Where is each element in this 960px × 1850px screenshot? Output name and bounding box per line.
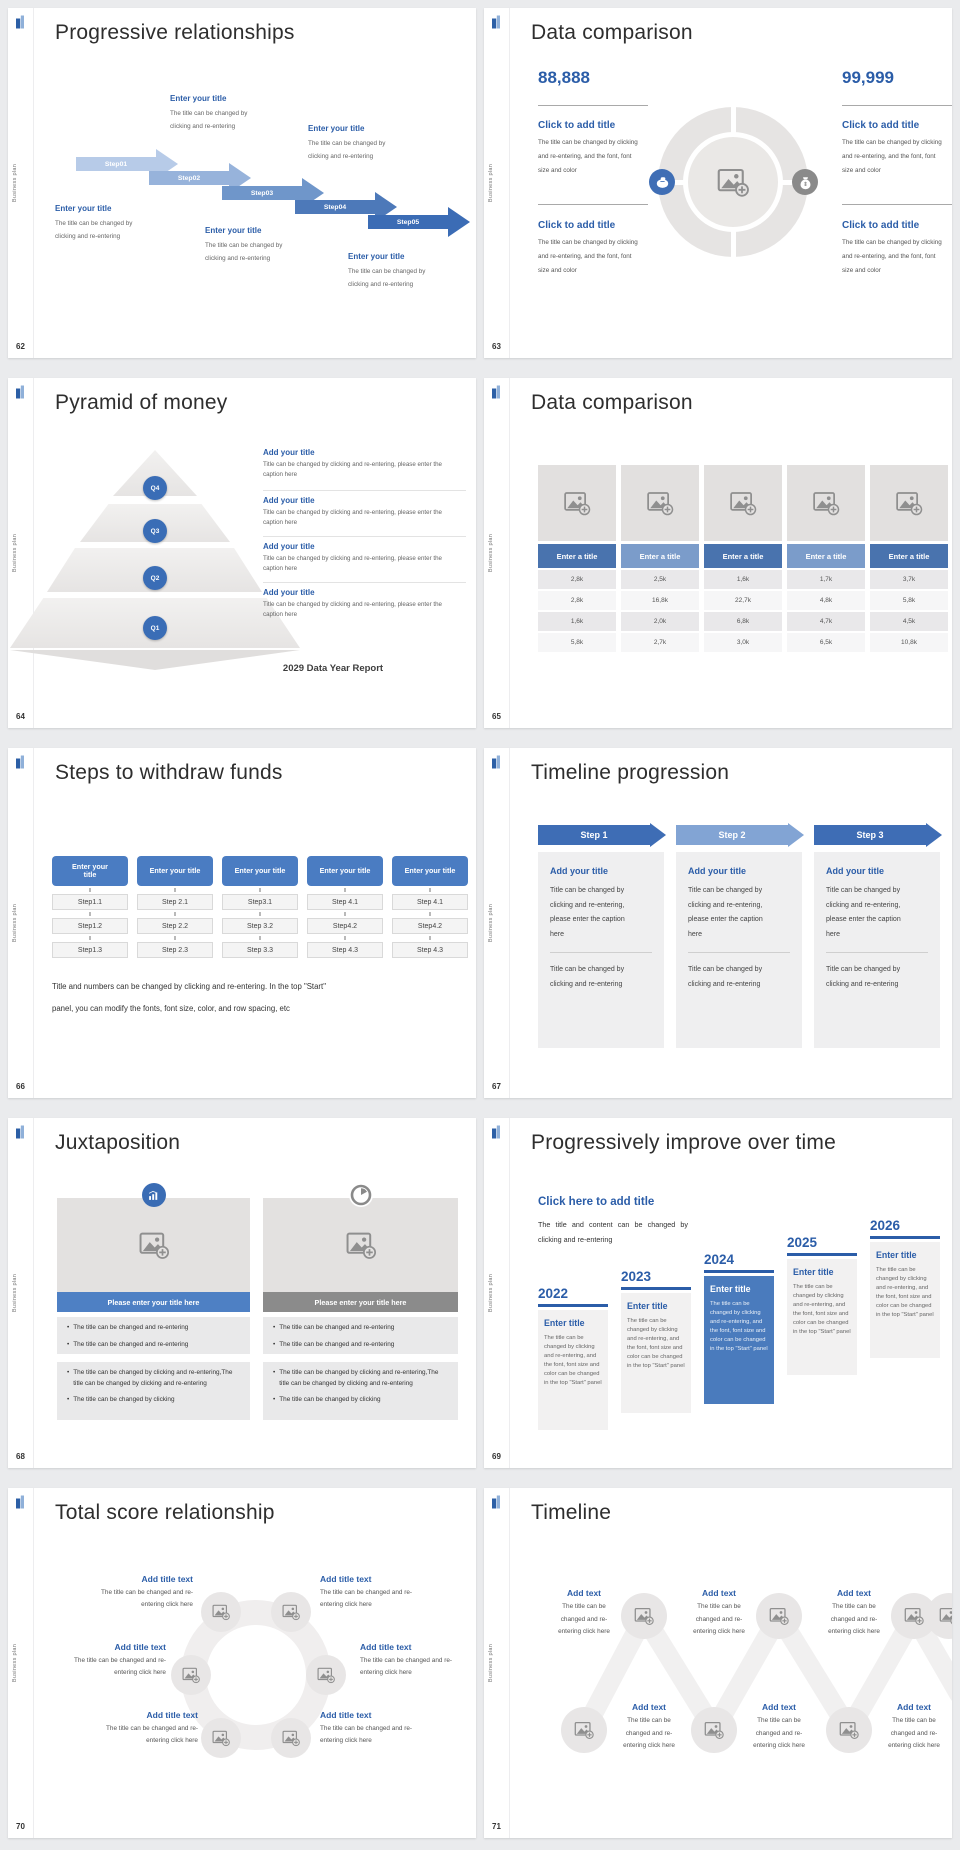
item-body: The title can be changed by clicking and re-entering, and the font, font size and color [842, 239, 942, 274]
slide-number: 63 [492, 342, 501, 351]
image-node [171, 1655, 211, 1695]
tier-badge-q2: Q2 [143, 566, 167, 590]
note-line-2: panel, you can modify the fonts, font size, color, and row spacing, etc [52, 1004, 290, 1013]
step-box: Step 4.1 [392, 894, 468, 910]
year-underline [621, 1287, 691, 1290]
column-header: Enter your title [52, 856, 128, 886]
step-box: Step1.2 [52, 918, 128, 934]
slide-number: 71 [492, 1822, 501, 1831]
table-cell: 10,8k [870, 633, 948, 652]
bullet-list: • The title can be changed and re-entering • The title can be changed and re-entering [57, 1317, 250, 1354]
slide-sidebar [484, 8, 510, 358]
stat-value-left: 88,888 [538, 68, 590, 87]
connector-tick [344, 936, 346, 940]
image-placeholder [704, 465, 782, 541]
table-cell: 6,5k [787, 633, 865, 652]
clock-badge [349, 1183, 373, 1207]
connector-tick [89, 888, 91, 892]
item-text: Add title text The title can be changed and re-entering click here [101, 1574, 194, 1608]
slide-number: 67 [492, 1082, 501, 1091]
step-arrow-5 [368, 207, 470, 237]
slide-69-thumbnail[interactable] [484, 1118, 952, 1468]
table-cell: 4,8k [787, 591, 865, 610]
image-node [271, 1592, 311, 1632]
sidebar-vertical-label: Business plan [488, 1273, 494, 1313]
slide-sidebar [8, 378, 34, 728]
divider [538, 204, 648, 205]
step-column-5 [392, 856, 468, 958]
step-label: Step02 [177, 174, 201, 182]
slide-sidebar [484, 1488, 510, 1838]
connector-tick [174, 888, 176, 892]
connector-tick [174, 936, 176, 940]
table-header: Enter a title [538, 544, 616, 568]
slide-number: 70 [16, 1822, 25, 1831]
step-box: Step 2.3 [137, 942, 213, 958]
sidebar-vertical-label: Business plan [488, 1643, 494, 1683]
step-box: Step 4.3 [392, 942, 468, 958]
column-header: Enter your title [392, 856, 468, 886]
table-cell: 4,7k [787, 612, 865, 631]
sidebar-vertical-label: Business plan [12, 903, 18, 943]
bullet-icon: • [273, 1324, 276, 1331]
slide-number: 65 [492, 712, 501, 721]
text-block: Enter your title The title can be changed by clicking and re-entering [205, 226, 283, 262]
year-underline [538, 1304, 608, 1307]
year-underline [870, 1236, 940, 1239]
bar-chart-badge [142, 1183, 166, 1207]
table-cell: 2,7k [621, 633, 699, 652]
logo-icon [15, 755, 25, 769]
logo-icon [491, 1495, 501, 1509]
image-placeholder-icon [573, 1719, 595, 1741]
connector-tick [344, 912, 346, 916]
image-placeholder [621, 465, 699, 541]
step-panel-1: Add your title Title can be changed by clicking and re-entering, please enter the caption here Title can be changed by clicking and re-entering [538, 852, 664, 1048]
connector-tick [344, 888, 346, 892]
slide-sidebar [484, 748, 510, 1098]
slide-sidebar [8, 8, 34, 358]
year-column-2025: 2025 Enter title The title can be changed by clicking and re-entering, and the font, font size and color can be changed in the top "Start" panel [787, 1235, 857, 1375]
step-banner-3: Step 3 [814, 823, 942, 847]
image-node [306, 1655, 346, 1695]
item-text: Add text The title can be changed and re-entering click here [888, 1702, 940, 1749]
table-cell: 2,8k [538, 591, 616, 610]
slide-62-thumbnail[interactable] [8, 8, 476, 358]
logo-icon [15, 1495, 25, 1509]
bar-chart-icon [146, 1188, 161, 1203]
panel-banner: Please enter your title here [57, 1292, 250, 1312]
table-cell: 1,6k [704, 570, 782, 589]
logo-icon [491, 1125, 501, 1139]
item-text: Add title text The title can be changed and re-entering click here [74, 1642, 167, 1676]
year-column-2022: 2022 Enter title The title can be changed by clicking and re-entering, and the font, font size and color can be changed in the top "Start" panel [538, 1286, 608, 1430]
slide-title: Timeline progression [531, 761, 730, 784]
image-placeholder-icon [211, 1602, 231, 1622]
table-cell: 5,8k [870, 591, 948, 610]
connector-tick [259, 888, 261, 892]
year-column-2023: 2023 Enter title The title can be changed by clicking and re-entering, and the font, font size and color can be changed in the top "Start" panel [621, 1269, 691, 1413]
step-box: Step 2.1 [137, 894, 213, 910]
bullet-icon: • [273, 1396, 276, 1403]
image-placeholder-icon [211, 1728, 231, 1748]
arrow-head-icon [926, 823, 942, 847]
bullet-icon: • [67, 1396, 70, 1403]
sidebar-vertical-label: Business plan [488, 163, 494, 203]
bullet-list: • The title can be changed by clicking and re-entering,The title can be changed by clicking and re-entering • The title can be changed by clicking [263, 1362, 458, 1420]
slide-sidebar [8, 1118, 34, 1468]
sidebar-vertical-label: Business plan [12, 1273, 18, 1313]
step-box: Step3.1 [222, 894, 298, 910]
panel-banner: Please enter your title here [263, 1292, 458, 1312]
connector-tick [89, 912, 91, 916]
item-title: Click to add title [538, 120, 616, 131]
item-text: Add text The title can be changed and re-entering click here [558, 1588, 610, 1635]
image-placeholder-icon [703, 1719, 725, 1741]
table-cell: 2,0k [621, 612, 699, 631]
logo-icon [15, 15, 25, 29]
bullet-icon: • [67, 1369, 70, 1376]
image-placeholder [870, 465, 948, 541]
stat-value-right: 99,999 [842, 68, 894, 87]
step-label: Step01 [104, 160, 128, 168]
sidebar-vertical-label: Business plan [488, 533, 494, 573]
slide-title: Timeline [531, 1501, 612, 1524]
sidebar-vertical-label: Business plan [12, 1643, 18, 1683]
logo-icon [491, 15, 501, 29]
table-cell: 3,7k [870, 570, 948, 589]
slide-68-thumbnail[interactable] [8, 1118, 476, 1468]
divider [263, 582, 466, 583]
table-header: Enter a title [621, 544, 699, 568]
bullet-icon: • [273, 1340, 276, 1348]
logo-icon [15, 385, 25, 399]
image-placeholder-icon [281, 1602, 301, 1622]
image-placeholder [538, 465, 616, 541]
bullet-icon: • [67, 1340, 70, 1348]
step-box: Step1.3 [52, 942, 128, 958]
image-row [538, 465, 948, 541]
table-cell: 2,5k [621, 570, 699, 589]
item-text: Add text The title can be changed and re-entering click here [828, 1588, 880, 1635]
piggy-bank-badge [649, 169, 675, 195]
image-placeholder-icon [633, 1605, 655, 1627]
image-placeholder-icon [344, 1228, 378, 1262]
slide-sidebar [484, 378, 510, 728]
sidebar-vertical-label: Business plan [488, 903, 494, 943]
year-column-2026: 2026 Enter title The title can be changed by clicking and re-entering, and the font, font size and color can be changed in the top "Start" panel [870, 1218, 940, 1358]
image-node [201, 1718, 241, 1758]
slide-title: Steps to withdraw funds [55, 761, 283, 784]
table-cell: 16,8k [621, 591, 699, 610]
connector-tick [89, 936, 91, 940]
image-placeholder [787, 465, 865, 541]
step-box: Step4.2 [307, 918, 383, 934]
slide-64-thumbnail[interactable] [8, 378, 476, 728]
image-placeholder-icon [768, 1605, 790, 1627]
pyramid-item: Add your title Title can be changed by clicking and re-entering, please enter the caption here [263, 496, 442, 526]
slide-number: 66 [16, 1082, 25, 1091]
step-label: Step05 [396, 218, 420, 226]
step-box: Step 3.2 [222, 918, 298, 934]
step-column-2 [137, 856, 213, 958]
connector-tick [259, 936, 261, 940]
table-header: Enter a title [870, 544, 948, 568]
sidebar-vertical-label: Business plan [12, 533, 18, 573]
text-block: Enter your title The title can be changed by clicking and re-entering [348, 252, 426, 288]
step-box: Step 4.3 [307, 942, 383, 958]
step-banner-2: Step 2 [676, 823, 804, 847]
image-placeholder-icon [811, 488, 841, 518]
slide-67-thumbnail[interactable] [484, 748, 952, 1098]
column-header: Enter your title [222, 856, 298, 886]
image-placeholder-icon [903, 1605, 925, 1627]
step-column-1 [52, 856, 128, 958]
slide-66-thumbnail[interactable] [8, 748, 476, 1098]
piggy-bank-icon [654, 174, 671, 191]
subtitle: Click here to add title [538, 1196, 655, 1208]
image-placeholder-icon [938, 1605, 952, 1627]
image-placeholder-icon [137, 1228, 171, 1262]
item-text: Add text The title can be changed and re-entering click here [623, 1702, 675, 1749]
slide-title: Data comparison [531, 21, 693, 44]
connector-tick [174, 912, 176, 916]
text-block: Enter your title The title can be changed by clicking and re-entering [308, 124, 386, 160]
money-bag-icon [797, 174, 814, 191]
logo-icon [491, 755, 501, 769]
slide-63-thumbnail[interactable] [484, 8, 952, 358]
report-footer: 2029 Data Year Report [282, 663, 384, 674]
slide-70-thumbnail[interactable] [8, 1488, 476, 1838]
image-placeholder [57, 1198, 250, 1292]
logo-icon [15, 1125, 25, 1139]
table-cell: 1,6k [538, 612, 616, 631]
table-cell: 3,0k [704, 633, 782, 652]
step-box: Step 2.2 [137, 918, 213, 934]
arrow-head-icon [788, 823, 804, 847]
item-text: Add text The title can be changed and re-entering click here [753, 1702, 805, 1749]
table-cell: 6,8k [704, 612, 782, 631]
item-title: Click to add title [842, 120, 920, 131]
step-label: Step03 [250, 189, 274, 197]
compare-panel-left [57, 1118, 250, 1468]
tier-badge-q1: Q1 [143, 616, 167, 640]
step-box: Step 3.3 [222, 942, 298, 958]
sidebar-vertical-label: Business plan [12, 163, 18, 203]
item-body: The title can be changed by clicking and re-entering, and the font, font size and color [842, 139, 942, 174]
subtitle-body: The title and content can be changed by clicking and re-entering [538, 1220, 688, 1244]
year-column-2024: 2024 Enter title The title can be changed by clicking and re-entering, and the font, font size and color can be changed in the top "Start" panel [704, 1252, 774, 1404]
divider [826, 952, 928, 953]
bullet-list: • The title can be changed and re-entering • The title can be changed and re-entering [263, 1317, 458, 1354]
arrow-head-icon [650, 823, 666, 847]
item-title: Click to add title [842, 220, 920, 231]
slide-sidebar [484, 1118, 510, 1468]
connector-tick [429, 888, 431, 892]
bullet-list: • The title can be changed by clicking and re-entering,The title can be changed by clicking and re-entering • The title can be changed by clicking [57, 1362, 250, 1420]
divider [538, 105, 648, 106]
image-placeholder-icon [645, 488, 675, 518]
image-placeholder-icon [562, 488, 592, 518]
item-text: Add title text The title can be changed and re-entering click here [360, 1642, 453, 1676]
divider [550, 952, 652, 953]
connector-tick [429, 936, 431, 940]
slide-title: Progressive relationships [55, 21, 295, 44]
tier-badge-q3: Q3 [143, 519, 167, 543]
divider [842, 105, 952, 106]
step-column-3 [222, 856, 298, 958]
step-panel-3: Add your title Title can be changed by clicking and re-entering, please enter the caption here Title can be changed by clicking and re-entering [814, 852, 940, 1048]
image-placeholder-icon [316, 1665, 336, 1685]
table-header: Enter a title [787, 544, 865, 568]
item-text: Add title text The title can be changed and re-entering click here [106, 1710, 199, 1744]
pyramid-item: Add your title Title can be changed by clicking and re-entering, please enter the caption here [263, 588, 442, 618]
divider [263, 490, 466, 491]
step-column-4 [307, 856, 383, 958]
slide-sidebar [8, 748, 34, 1098]
pyramid-base-face [10, 650, 300, 670]
slide-65-thumbnail[interactable] [484, 378, 952, 728]
item-title: Click to add title [538, 220, 616, 231]
image-node [271, 1718, 311, 1758]
bullet-icon: • [67, 1324, 70, 1331]
step-banner-1: Step 1 [538, 823, 666, 847]
logo-icon [491, 385, 501, 399]
step-panel-2: Add your title Title can be changed by clicking and re-entering, please enter the caption here Title can be changed by clicking and re-entering [676, 852, 802, 1048]
table-cell: 1,7k [787, 570, 865, 589]
item-body: The title can be changed by clicking and re-entering, and the font, font size and color [538, 239, 638, 274]
table-cell: 2,8k [538, 570, 616, 589]
connector-tick [259, 912, 261, 916]
slide-71-thumbnail[interactable] [484, 1488, 952, 1838]
table-header: Enter a title [704, 544, 782, 568]
text-block: Enter your title The title can be changed by clicking and re-entering [170, 94, 248, 130]
step-box: Step 4.1 [307, 894, 383, 910]
divider [842, 204, 952, 205]
item-text: Add title text The title can be changed and re-entering click here [320, 1710, 413, 1744]
image-placeholder-icon [281, 1728, 301, 1748]
year-underline [787, 1253, 857, 1256]
image-placeholder [263, 1198, 458, 1292]
table-cell: 22,7k [704, 591, 782, 610]
slide-title: Pyramid of money [55, 391, 228, 414]
column-header: Enter your title [307, 856, 383, 886]
image-placeholder-icon [894, 488, 924, 518]
slide-number: 69 [492, 1452, 501, 1461]
slide-title: Total score relationship [55, 1501, 275, 1524]
step-box: Step4.2 [392, 918, 468, 934]
text-block: Enter your title The title can be changed by clicking and re-entering [55, 204, 133, 240]
image-placeholder-icon [838, 1719, 860, 1741]
divider [688, 952, 790, 953]
slide-title: Juxtaposition [55, 1131, 181, 1154]
note-line-1: Title and numbers can be changed by clicking and re-entering. In the top "Start" [52, 982, 326, 991]
image-node [201, 1592, 241, 1632]
pyramid-item: Add your title Title can be changed by clicking and re-entering, please enter the caption here [263, 542, 442, 572]
image-placeholder-icon [728, 488, 758, 518]
money-bag-badge [792, 169, 818, 195]
step-columns [52, 856, 468, 958]
clock-icon [349, 1183, 373, 1207]
slide-number: 62 [16, 342, 25, 351]
pyramid-item: Add your title Title can be changed by clicking and re-entering, please enter the caption here [263, 448, 442, 478]
slide-title: Data comparison [531, 391, 693, 414]
arrow-head-icon [448, 207, 470, 237]
slide-number: 68 [16, 1452, 25, 1461]
image-placeholder-icon [181, 1665, 201, 1685]
compare-panel-right [263, 1118, 458, 1468]
center-image-placeholder [688, 137, 778, 227]
step-box: Step1.1 [52, 894, 128, 910]
column-header: Enter your title [137, 856, 213, 886]
table-cell: 4,5k [870, 612, 948, 631]
divider [263, 536, 466, 537]
item-body: The title can be changed by clicking and re-entering, and the font, font size and color [538, 139, 638, 174]
year-underline [704, 1270, 774, 1273]
slide-title: Progressively improve over time [531, 1131, 836, 1154]
tier-badge-q4: Q4 [143, 476, 167, 500]
connector-tick [429, 912, 431, 916]
table-cell: 5,8k [538, 633, 616, 652]
bullet-icon: • [273, 1369, 276, 1376]
item-text: Add text The title can be changed and re-entering click here [693, 1588, 745, 1635]
image-placeholder-icon [715, 164, 751, 200]
item-text: Add title text The title can be changed and re-entering click here [320, 1574, 413, 1608]
slide-number: 64 [16, 712, 25, 721]
data-table [538, 544, 948, 652]
step-label: Step04 [323, 203, 347, 211]
